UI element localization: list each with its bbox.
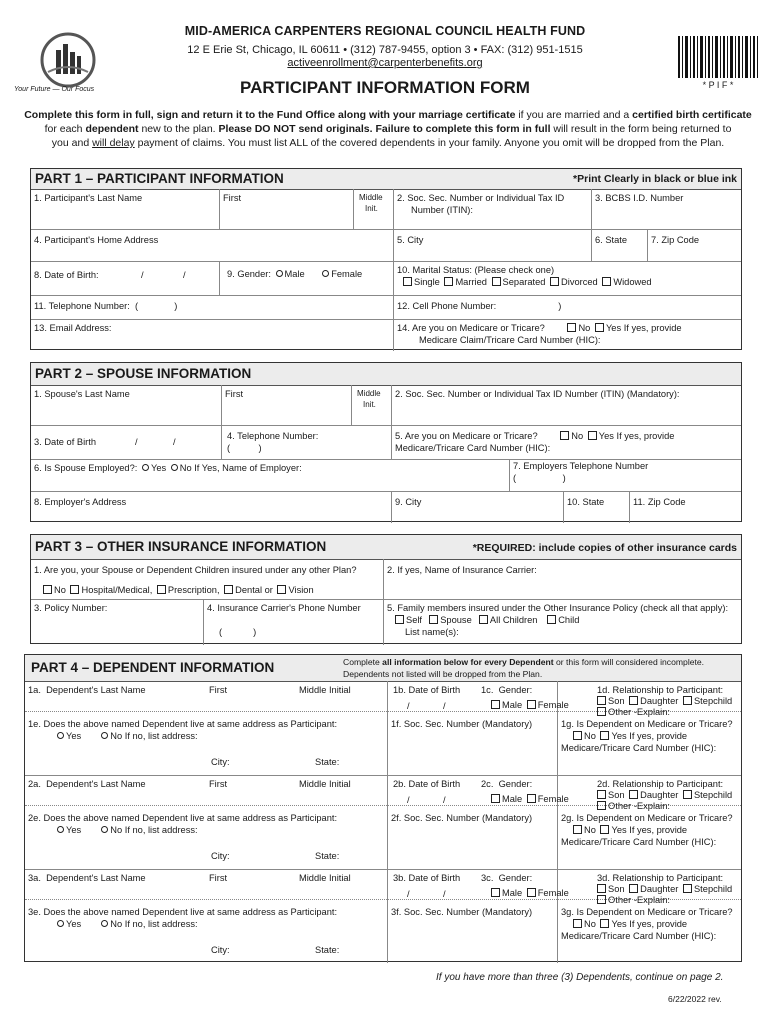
p1-medicare-card-label: Medicare Claim/Tricare Card Number (HIC): xyxy=(419,335,601,345)
p2-init-label: Init. xyxy=(363,400,376,409)
dep2-medicare-card-label: Medicare/Tricare Card Number (HIC): xyxy=(561,837,717,847)
p2-employed-no[interactable] xyxy=(171,464,178,471)
intro-text: Complete this form in full, sign and return it to the Fund Office along with your marriage certificate if you are married and a certified birth certificate for each dependent new to the plan. Please DO NOT send originals. Failure to complete this form in full will result in the form being returned to you and will delay payment of claims. You must list ALL of the covered dependents in your family. Anyone you omit will be dropped from the Plan. xyxy=(24,109,752,149)
dep2-medicare-label: 2g. Is Dependent on Medicare or Tricare? xyxy=(561,813,733,823)
dep2-dob-label: 2b. Date of Birth xyxy=(393,779,461,789)
barcode-text: * P I F * xyxy=(676,80,760,90)
p3-self-checkbox[interactable] xyxy=(395,615,404,624)
dep2-middle-label: Middle Initial xyxy=(299,779,351,789)
dep3-medicare-no[interactable] xyxy=(573,919,582,928)
dep2-state-label: State: xyxy=(315,851,340,861)
p3-list-names-label: List name(s): xyxy=(405,627,459,637)
dep1-stepchild-checkbox[interactable] xyxy=(683,696,692,705)
p2-first-label: First xyxy=(225,389,244,399)
dep3-live-no[interactable] xyxy=(101,920,108,927)
dep1-live-options: Yes No If no, list address: xyxy=(55,731,198,741)
female-radio[interactable] xyxy=(322,270,329,277)
p3-child-checkbox[interactable] xyxy=(547,615,556,624)
dep1-first-label: First xyxy=(209,685,228,695)
dep1-male-checkbox[interactable] xyxy=(491,700,500,709)
p3-hospital-checkbox[interactable] xyxy=(70,585,79,594)
dep3-first-label: First xyxy=(209,873,228,883)
p2-medicare-yes[interactable] xyxy=(588,431,597,440)
part1-note: *Print Clearly in black or blue ink xyxy=(573,173,737,185)
dep2-other-option: Other -Explain: xyxy=(595,801,670,811)
dep3-last-name-label: 3a. Dependent's Last Name xyxy=(28,873,146,883)
p3-coverage-options: No Hospital/Medical, Prescription, Dental or Vision xyxy=(41,585,314,595)
dep2-medicare-options: No Yes If yes, provide xyxy=(571,825,687,835)
p1-last-name-label: 1. Participant's Last Name xyxy=(34,193,143,203)
dep1-other-option: Other -Explain: xyxy=(595,707,670,717)
p1-medicare-label: 14. Are you on Medicare or Tricare? No Yes If yes, provide xyxy=(397,323,682,333)
widowed-checkbox[interactable] xyxy=(602,277,611,286)
dep1-live-label: 1e. Does the above named Dependent live at same address as Participant: xyxy=(28,719,338,729)
dep3-live-options: Yes No If no, list address: xyxy=(55,919,198,929)
dep1-city-label: City: xyxy=(211,757,230,767)
dep3-medicare-label: 3g. Is Dependent on Medicare or Tricare? xyxy=(561,907,733,917)
p2-medicare-no[interactable] xyxy=(560,431,569,440)
dep3-daughter-checkbox[interactable] xyxy=(629,884,638,893)
continue-note: If you have more than three (3) Dependents, continue on page 2. xyxy=(436,972,724,983)
single-checkbox[interactable] xyxy=(403,277,412,286)
dep1-gender-options: Male Female xyxy=(489,700,569,710)
p1-city-label: 5. City xyxy=(397,235,424,245)
dep2-relationship-options: Son Daughter Stepchild xyxy=(595,790,732,800)
dep2-live-no[interactable] xyxy=(101,826,108,833)
dep3-state-label: State: xyxy=(315,945,340,955)
dep1-medicare-label: 1g. Is Dependent on Medicare or Tricare? xyxy=(561,719,733,729)
part3-note: *REQUIRED: include copies of other insurance cards xyxy=(472,542,737,554)
part1-title: PART 1 – PARTICIPANT INFORMATION xyxy=(35,171,284,186)
p1-middle-label: Middle xyxy=(359,193,383,202)
p2-employed-yes[interactable] xyxy=(142,464,149,471)
form-title: PARTICIPANT INFORMATION FORM xyxy=(240,78,530,97)
p2-city-label: 9. City xyxy=(395,497,422,507)
dep3-relationship-options: Son Daughter Stepchild xyxy=(595,884,732,894)
dep1-medicare-card-label: Medicare/Tricare Card Number (HIC): xyxy=(561,743,717,753)
dep3-gender-label: 3c. Gender: xyxy=(481,873,533,883)
p1-gender-field: 9. Gender: Male Female xyxy=(227,269,363,279)
part2-section: PART 2 – SPOUSE INFORMATION 1. Spouse's Last Name First Middle Init. 2. Soc. Sec. Number or Individual Tax ID Number (ITIN) (Mandatory): 3. Date of Birth / / 4. Telephone Number: ( ) 5. Are you on Medicare or Tricare? No Yes If yes, provide Medicare/Tricare Card Number (HIC): 6. Is Spouse Employed?: Yes No If Yes, Name of Employer: 7. Employers Telephone Number ( ) 8. Employer's Address 9. City 10. State 11. Zip Code xyxy=(30,362,742,522)
dep3-ssn-label: 3f. Soc. Sec. Number (Mandatory) xyxy=(391,907,533,917)
p1-medicare-no[interactable] xyxy=(567,323,576,332)
p3-spouse-checkbox[interactable] xyxy=(429,615,438,624)
dep2-first-label: First xyxy=(209,779,228,789)
dep3-other-option: Other -Explain: xyxy=(595,895,670,905)
p2-ssn-label: 2. Soc. Sec. Number or Individual Tax ID Number (ITIN) (Mandatory): xyxy=(395,389,680,399)
dep1-live-no[interactable] xyxy=(101,732,108,739)
p3-family-label: 5. Family members insured under the Other Insurance Policy (check all that apply): xyxy=(387,603,729,613)
dep3-medicare-card-label: Medicare/Tricare Card Number (HIC): xyxy=(561,931,717,941)
p1-init-label: Init. xyxy=(365,204,378,213)
p3-all-children-checkbox[interactable] xyxy=(479,615,488,624)
dep2-live-label: 2e. Does the above named Dependent live at same address as Participant: xyxy=(28,813,338,823)
org-email: activeenrollment@carpenterbenefits.org xyxy=(287,57,483,69)
p3-family-options: Self Spouse All Children Child xyxy=(393,615,579,625)
dep1-other-checkbox[interactable] xyxy=(597,707,606,716)
p3-q1-label: 1. Are you, your Spouse or Dependent Children insured under any other Plan? xyxy=(34,565,357,575)
dep3-medicare-yes[interactable] xyxy=(600,919,609,928)
p1-first-label: First xyxy=(223,193,242,203)
p2-employed-label: 6. Is Spouse Employed?: Yes No If Yes, Name of Employer: xyxy=(34,463,302,473)
dep3-stepchild-checkbox[interactable] xyxy=(683,884,692,893)
part3-section xyxy=(30,534,742,644)
dep3-male-checkbox[interactable] xyxy=(491,888,500,897)
p1-marital-options: Single Married Separated Divorced Widowed xyxy=(401,277,652,287)
p3-q2-label: 2. If yes, Name of Insurance Carrier: xyxy=(387,565,537,575)
dep1-gender-label: 1c. Gender: xyxy=(481,685,533,695)
dep1-relationship-options: Son Daughter Stepchild xyxy=(595,696,732,706)
org-name: MID-AMERICA CARPENTERS REGIONAL COUNCIL HEALTH FUND xyxy=(184,24,586,38)
p1-email-label: 13. Email Address: xyxy=(34,323,112,333)
dep2-gender-label: 2c. Gender: xyxy=(481,779,533,789)
part1-section: PART 1 – PARTICIPANT INFORMATION *Print Clearly in black or blue ink 1. Participant's Last Name First Middle Init. 2. Soc. Sec. Number or Individual Tax ID Number (ITIN): 3. BCBS I.D. Number 4. Participant's Home Address 5. City 6. State 7. Zip Code 8. Date of Birth: / / 9. Gender: Male Female 10. Marital Status: (Please check one) Single Married Separated Divorced Widowed 11. Telephone Number: ( ) 12. Cell Phone Number: ) 13. Email Address: 14. Are you on Medicare or Tricare? No Yes If yes, provide Medicare Claim/Tricare Card Number (HIC): xyxy=(30,168,742,350)
dep1-female-checkbox[interactable] xyxy=(527,700,536,709)
p1-ssn-label: 2. Soc. Sec. Number or Individual Tax ID xyxy=(397,193,565,203)
p1-dob-label: 8. Date of Birth: xyxy=(34,270,99,280)
dep1-son-checkbox[interactable] xyxy=(597,696,606,705)
dep2-relationship-label: 2d. Relationship to Participant: xyxy=(597,779,724,789)
dep3-dob-label: 3b. Date of Birth xyxy=(393,873,461,883)
p2-emp-address-label: 8. Employer's Address xyxy=(34,497,127,507)
p2-medicare-label: 5. Are you on Medicare or Tricare? No Yes If yes, provide xyxy=(395,431,675,441)
dep1-medicare-no[interactable] xyxy=(573,731,582,740)
p2-medicare-card-label: Medicare/Tricare Card Number (HIC): xyxy=(395,443,551,453)
p2-phone-label: 4. Telephone Number: xyxy=(227,431,319,441)
dep3-live-label: 3e. Does the above named Dependent live at same address as Participant: xyxy=(28,907,338,917)
p3-vision-checkbox[interactable] xyxy=(277,585,286,594)
p1-phone-label: 11. Telephone Number: ( ) xyxy=(34,301,178,311)
part2-title: PART 2 – SPOUSE INFORMATION xyxy=(35,366,252,381)
p2-state-label: 10. State xyxy=(567,497,605,507)
dep3-gender-options: Male Female xyxy=(489,888,569,898)
dep2-ssn-label: 2f. Soc. Sec. Number (Mandatory) xyxy=(391,813,533,823)
p1-marital-label: 10. Marital Status: (Please check one) xyxy=(397,265,555,275)
part3-title: PART 3 – OTHER INSURANCE INFORMATION xyxy=(35,539,327,554)
dep3-city-label: City: xyxy=(211,945,230,955)
p3-no-checkbox[interactable] xyxy=(43,585,52,594)
dep2-stepchild-checkbox[interactable] xyxy=(683,790,692,799)
dep2-female-checkbox[interactable] xyxy=(527,794,536,803)
org-address: 12 E Erie St, Chicago, IL 60611 • (312) 787-9455, option 3 • FAX: (312) 951-1515 xyxy=(187,44,583,56)
p1-ssn-label2: Number (ITIN): xyxy=(411,205,473,215)
dep2-other-checkbox[interactable] xyxy=(597,801,606,810)
dep1-medicare-options: No Yes If yes, provide xyxy=(571,731,687,741)
dep1-medicare-yes[interactable] xyxy=(600,731,609,740)
p2-dob-label: 3. Date of Birth xyxy=(34,437,97,447)
dep2-medicare-no[interactable] xyxy=(573,825,582,834)
p1-medicare-yes[interactable] xyxy=(595,323,604,332)
dep2-male-checkbox[interactable] xyxy=(491,794,500,803)
dep3-female-checkbox[interactable] xyxy=(527,888,536,897)
part4-section: PART 4 – DEPENDENT INFORMATION Complete all information below for every Dependent or this form will considered incomplete. Dependents not listed will be dropped from the Plan. 1a. Dependent's Last Name First Middle Initial 1b. Date of Birth 1c. Gender: / / Male Female 1d. Relationship to Participant: Son Daughter Stepchild Other -Explain: 1e. Does the above named Dependent live at same address as Participant: Yes No If no, list address: City: State: 1f. Soc. Sec. Number (Mandatory) 1g. Is Dependent on Medicare or Tricare? No Yes If yes, provide Medicare/Tricare Card Number (HIC): 2a. Dependent's Last Name First Middle Initial 2b. Date of Birth 2c. Gender: / / Male Female 2d. Relationship to Participant: Son Daughter Stepchild Other -Explain: 2e. Does the above named Dependent live at same address as Participant: Yes No If no, list address: City: State: 2f. Soc. Sec. Number (Mandatory) 2g. Is Dependent on Medicare or Tricare? No Yes If yes, provide Medicare/Tricare Card Number (HIC): 3a. Dependent's Last Name First Middle Initial 3b. Date of Birth 3c. Gender: / / Male Female 3d. Relationship to Participant: Son Daughter Stepchild Other -Explain: 3e. Does the above named Dependent live at same address as Participant: Yes No If no, list address: City: State: 3f. Soc. Sec. Number (Mandatory) 3g. Is Dependent on Medicare or Tricare? No Yes If yes, provide Medicare/Tricare Card Number (HIC): xyxy=(24,654,742,962)
dep1-dob-label: 1b. Date of Birth xyxy=(393,685,461,695)
dep1-relationship-label: 1d. Relationship to Participant: xyxy=(597,685,724,695)
p2-middle-label: Middle xyxy=(357,389,381,398)
p2-zip-label: 11. Zip Code xyxy=(633,497,686,507)
part4-note: Complete all information below for every Dependent or this form will considered incomplete. xyxy=(343,657,705,667)
dep3-live-yes[interactable] xyxy=(57,920,64,927)
dep2-city-label: City: xyxy=(211,851,230,861)
p2-last-name-label: 1. Spouse's Last Name xyxy=(34,389,130,399)
dep1-middle-label: Middle Initial xyxy=(299,685,351,695)
dep2-son-checkbox[interactable] xyxy=(597,790,606,799)
revision-date: 6/22/2022 rev. xyxy=(668,994,722,1004)
dep1-ssn-label: 1f. Soc. Sec. Number (Mandatory) xyxy=(391,719,533,729)
p2-phone-parens: ( ) xyxy=(227,443,262,453)
p1-bcbs-label: 3. BCBS I.D. Number xyxy=(595,193,684,203)
dep1-live-yes[interactable] xyxy=(57,732,64,739)
p3-prescription-checkbox[interactable] xyxy=(157,585,166,594)
p1-state-label: 6. State xyxy=(595,235,628,245)
dep2-daughter-checkbox[interactable] xyxy=(629,790,638,799)
p1-address-label: 4. Participant's Home Address xyxy=(34,235,159,245)
dep2-live-options: Yes No If no, list address: xyxy=(55,825,198,835)
dep3-son-checkbox[interactable] xyxy=(597,884,606,893)
p3-dental-checkbox[interactable] xyxy=(224,585,233,594)
dep2-live-yes[interactable] xyxy=(57,826,64,833)
dep2-gender-options: Male Female xyxy=(489,794,569,804)
divorced-checkbox[interactable] xyxy=(550,277,559,286)
tagline: Your Future — Our Focus xyxy=(14,86,95,93)
dep2-medicare-yes[interactable] xyxy=(600,825,609,834)
dep2-last-name-label: 2a. Dependent's Last Name xyxy=(28,779,146,789)
p1-zip-label: 7. Zip Code xyxy=(651,235,700,245)
p1-cell-label: 12. Cell Phone Number: ) xyxy=(397,301,562,311)
p3-policy-label: 3. Policy Number: xyxy=(34,603,108,613)
dep3-relationship-label: 3d. Relationship to Participant: xyxy=(597,873,724,883)
part4-note2: Dependents not listed will be dropped from the Plan. xyxy=(343,669,543,679)
p3-carrier-phone-parens: ( ) xyxy=(219,627,257,637)
dep1-daughter-checkbox[interactable] xyxy=(629,696,638,705)
dep1-last-name-label: 1a. Dependent's Last Name xyxy=(28,685,146,695)
married-checkbox[interactable] xyxy=(444,277,453,286)
male-radio[interactable] xyxy=(276,270,283,277)
p2-emp-phone-label: 7. Employers Telephone Number xyxy=(513,461,649,471)
dep3-medicare-options: No Yes If yes, provide xyxy=(571,919,687,929)
p2-emp-phone-parens: ( ) xyxy=(513,473,566,483)
dep3-middle-label: Middle Initial xyxy=(299,873,351,883)
part4-title: PART 4 – DEPENDENT INFORMATION xyxy=(31,660,275,675)
separated-checkbox[interactable] xyxy=(492,277,501,286)
dep1-state-label: State: xyxy=(315,757,340,767)
p3-carrier-phone-label: 4. Insurance Carrier's Phone Number xyxy=(207,603,361,613)
dep3-other-checkbox[interactable] xyxy=(597,895,606,904)
